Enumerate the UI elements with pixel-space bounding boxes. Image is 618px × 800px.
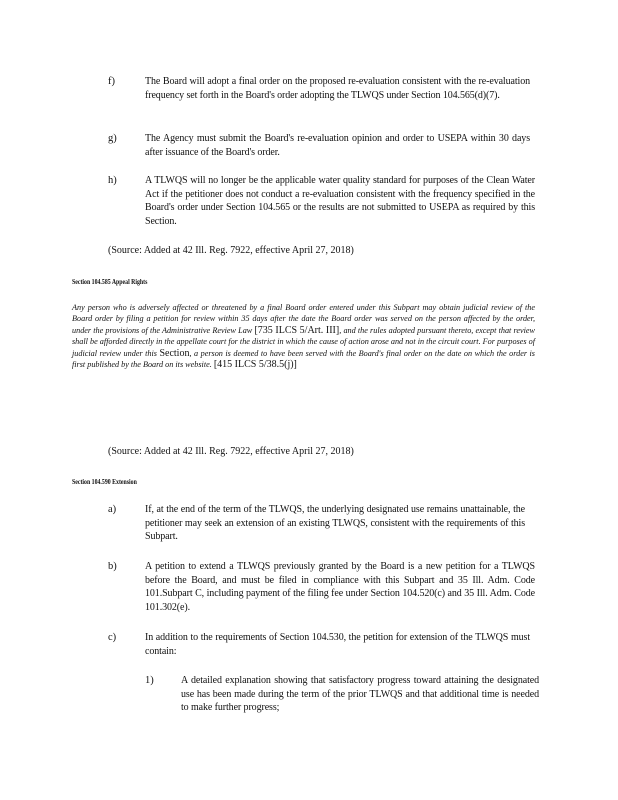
item-label-c: c)	[108, 632, 117, 643]
word-section: Section	[159, 347, 190, 359]
item-label-a: a)	[108, 504, 117, 515]
item-label-g: g)	[108, 133, 117, 144]
item-text-c: In addition to the requirements of Section 104.530, the petition for extension of the TLWQS must contain:	[145, 632, 530, 657]
item-label-f: f)	[108, 76, 115, 87]
subitem-text-1: A detailed explanation showing that satisfactory progress toward attaining the designated use has been made during the term of the prior TLWQS and that additional time is needed to make further progress;	[181, 675, 539, 714]
item-text-a: If, at the end of the term of the TLWQS, the underlying designated use remains unattainable, the petitioner may seek an extension of an existing TLWQS, consistent with the requirements of this Subpart.	[145, 504, 525, 543]
subitem-label-1: 1)	[145, 675, 154, 686]
body-part-1: Any person who is adversely affected or threatened by a final Board order entered under this Subpart may obtain judicial review of the Board order by filing a petition for review within 35 days after the date the Board order was served on the person affected by the order, under the provisions of the Administrative Review Law	[72, 303, 535, 335]
citation-415-ilcs: [415 ILCS 5/38.5(j)]	[213, 359, 297, 371]
body-part-2: , and the rules adopted pursuant thereto, except that review shall be afforded directly in the appellate court for the district in which the cause of action arose and not in the circuit court. For purposes of judicial review under this	[72, 325, 536, 358]
section-heading-104-590: Section 104.590 Extension	[72, 477, 137, 486]
citation-735-ilcs: [735 ILCS 5/Art. III]	[254, 324, 340, 336]
body-part-3: , a person is deemed to have been served with the Board's final order on the date on which the order is first published by the Board on its website.	[72, 348, 535, 370]
source-note: (Source: Added at 42 Ill. Reg. 7922, effective April 27, 2018)	[108, 446, 354, 457]
item-text-h: A TLWQS will no longer be the applicable water quality standard for purposes of the Clean Water Act if the petitioner does not conduct a re-evaluation consistent with the frequency specified in the Board's order under Section 104.565 or the results are not submitted to USEPA as required by this Section.	[145, 175, 535, 228]
source-note: (Source: Added at 42 Ill. Reg. 7922, effective April 27, 2018)	[108, 245, 354, 256]
item-text-b: A petition to extend a TLWQS previously granted by the Board is a new petition for a TLWQS before the Board, and must be filed in compliance with this Subpart and 35 Ill. Adm. Code 101.Subpart C, including payment of the filing fee under Section 104.520(c) and 35 Ill. Adm. Code 101.302(e).	[145, 561, 535, 614]
item-label-b: b)	[108, 561, 117, 572]
item-text-f: The Board will adopt a final order on the proposed re-evaluation consistent with the re-evaluation frequency set forth in the Board's order adopting the TLWQS under Section 104.565(d)(7).	[145, 76, 530, 101]
item-text-g: The Agency must submit the Board's re-evaluation opinion and order to USEPA within 30 days after issuance of the Board's order.	[145, 133, 530, 158]
section-heading-104-585: Section 104.585 Appeal Rights	[72, 277, 148, 286]
item-label-h: h)	[108, 175, 117, 186]
section-body-104-585	[72, 302, 535, 370]
